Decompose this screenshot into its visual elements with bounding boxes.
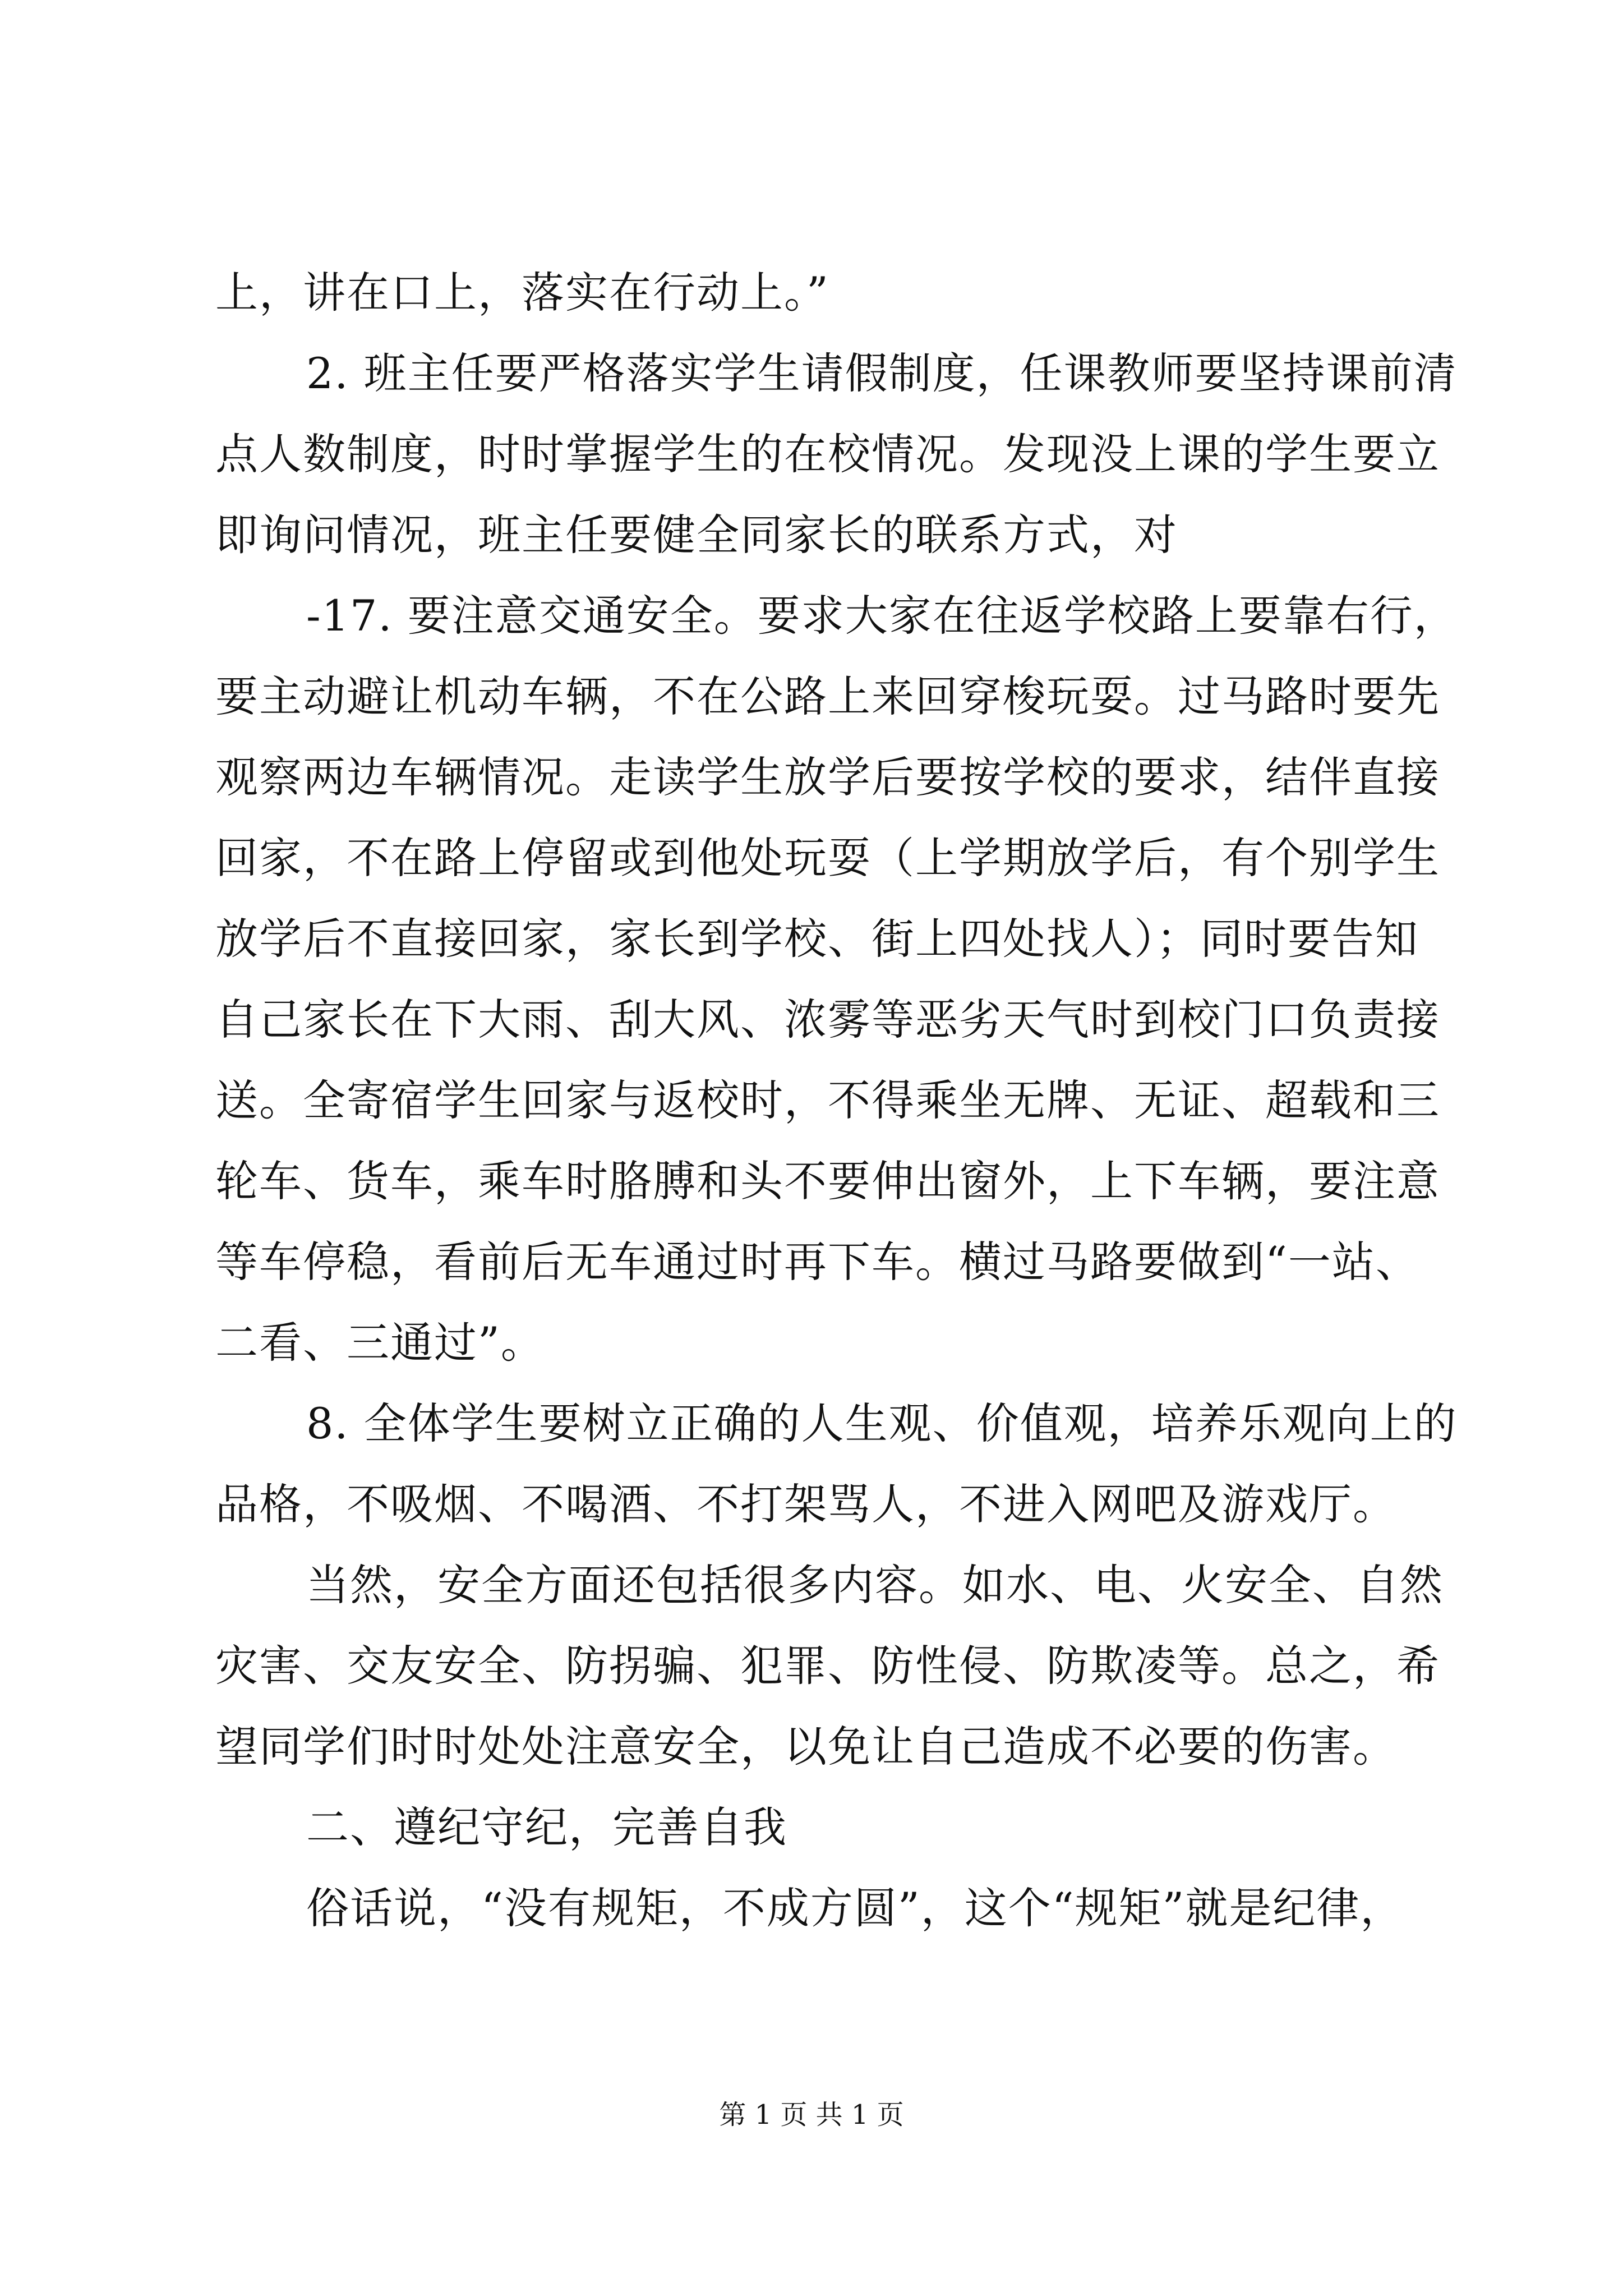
text-line-4: 即询问情况，班主任要健全同家长的联系方式，对	[215, 510, 1178, 560]
text-line-11: 送。全寄宿学生回家与返校时，不得乘坐无牌、无证、超载和三	[215, 1075, 1440, 1125]
text-line-1: 上，讲在口上，落实在行动上。”	[215, 268, 829, 318]
text-line-10: 自己家长在下大雨、刮大风、浓雾等恶劣天气时到校门口负责接	[215, 995, 1440, 1045]
text-line-3: 点人数制度，时时掌握学生的在校情况。发现没上课的学生要立	[215, 429, 1440, 479]
text-line-6: 要主动避让机动车辆，不在公路上来回穿梭玩耍。过马路时要先	[215, 671, 1440, 721]
text-line-7: 观察两边车辆情况。走读学生放学后要按学校的要求，结伴直接	[215, 752, 1440, 802]
section-heading: 二、遵纪守纪，完善自我	[306, 1802, 787, 1852]
text-line-13: 等车停稳，看前后无车通过时再下车。横过马路要做到“一站、	[215, 1237, 1419, 1287]
text-line-19: 望同学们时时处处注意安全，以免让自己造成不必要的伤害。	[215, 1722, 1396, 1772]
page-number-label: 第 1 页 共 1 页	[719, 2099, 904, 2131]
document-body	[215, 252, 1458, 1949]
text-line-15: 8. 全体学生要树立正确的人生观、价值观，培养乐观向上的	[306, 1398, 1458, 1448]
text-line-18: 灾害、交友安全、防拐骗、犯罪、防性侵、防欺凌等。总之，希	[215, 1641, 1440, 1691]
text-line-9: 放学后不直接回家，家长到学校、街上四处找人）；同时要告知	[215, 914, 1419, 964]
text-line-8: 回家，不在路上停留或到他处玩耍（上学期放学后，有个别学生	[215, 833, 1440, 883]
text-line-17: 当然，安全方面还包括很多内容。如水、电、火安全、自然	[306, 1560, 1444, 1610]
text-line-16: 品格，不吸烟、不喝酒、不打架骂人，不进入网吧及游戏厅。	[215, 1479, 1396, 1529]
text-line-21: 俗话说，“没有规矩，不成方圆”，这个“规矩”就是纪律，	[306, 1883, 1404, 1933]
text-line-5: -17. 要注意交通安全。要求大家在往返学校路上要靠右行，	[306, 591, 1458, 641]
text-line-14: 二看、三通过”。	[215, 1318, 545, 1368]
text-line-12: 轮车、货车，乘车时胳膊和头不要伸出窗外，上下车辆，要注意	[215, 1156, 1440, 1206]
page-footer	[0, 2098, 1623, 2132]
text-line-2: 2. 班主任要严格落实学生请假制度，任课教师要坚持课前清	[306, 348, 1458, 398]
